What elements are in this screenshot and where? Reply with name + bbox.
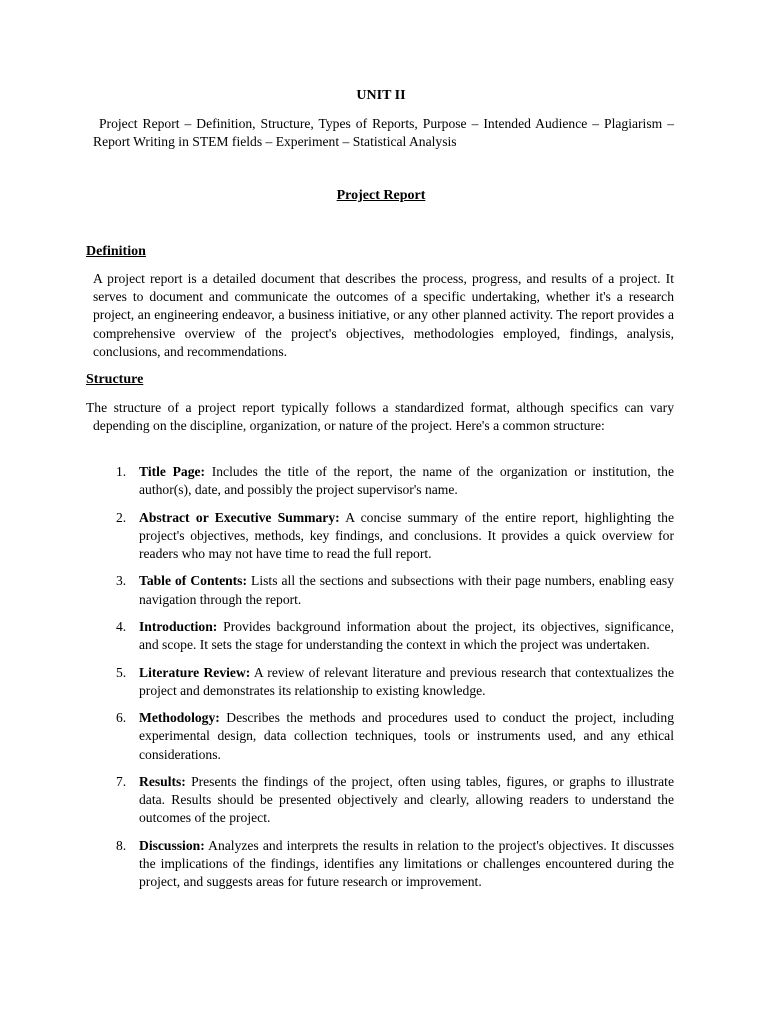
list-item xyxy=(0,463,768,499)
list-item-term: Table of Contents: xyxy=(139,573,248,589)
list-item-text: Includes the title of the report, the name of the organization or institution, the author(s), date, and possibly the project supervisor's name. xyxy=(139,464,675,498)
list-item xyxy=(0,618,768,654)
list-item-number: 7. xyxy=(116,773,127,789)
structure-list xyxy=(0,463,768,901)
list-item-number: 3. xyxy=(116,573,127,589)
list-item-text: Presents the findings of the project, often using tables, figures, or graphs to illustrate data. Results should be presented objectively and clearly, allowing readers to understand the outcomes of the project. xyxy=(139,773,674,826)
structure-intro-paragraph: The structure of a project report typically follows a standardized format, although specifics can vary depending on the discipline, organization, or nature of the project. Here's a common structure: xyxy=(86,400,674,434)
list-item xyxy=(0,837,768,892)
list-item-number: 5. xyxy=(116,664,127,680)
list-item-number: 4. xyxy=(116,618,127,634)
list-item-term: Discussion: xyxy=(139,837,205,853)
list-item-text: Describes the methods and procedures used to conduct the project, including experimental design, data collection techniques, tools or instruments used, and any ethical considerations. xyxy=(139,710,674,762)
definition-paragraph: A project report is a detailed document that describes the process, progress, and results of a project. It serves to document and communicate the outcomes of a specific undertaking, whether it's a research project, an engineering endeavor, a business initiative, or any other planned activity. The report provides a comprehensive overview of the project's objectives, methodologies employed, findings, analysis, conclusions, and recommendations. xyxy=(93,271,674,359)
list-item-text: Analyzes and interprets the results in relation to the project's objectives. It discusses the implications of the findings, identifies any limitations or challenges encountered during the project, and suggests areas for future research or improvement. xyxy=(139,837,674,890)
list-item xyxy=(0,509,768,564)
list-item xyxy=(0,709,768,764)
list-item-number: 2. xyxy=(116,509,127,525)
list-item xyxy=(0,773,768,828)
list-item-term: Literature Review: xyxy=(139,664,251,680)
unit-topics: Project Report – Definition, Structure, Types of Reports, Purpose – Intended Audience – Plagiarism – Report Writing in STEM fields – Experiment – Statistical Analysis xyxy=(93,116,674,150)
list-item-text: A review of relevant literature and previous research that contextualizes the project and demonstrates its relationship to existing knowledge. xyxy=(139,664,674,698)
list-item-term: Abstract or Executive Summary: xyxy=(139,509,340,525)
list-item-number: 6. xyxy=(116,710,127,726)
structure-heading: Structure xyxy=(86,372,144,387)
unit-title: UNIT II xyxy=(356,88,406,103)
definition-heading: Definition xyxy=(86,244,146,259)
list-item-text: Lists all the sections and subsections with their page numbers, enabling easy navigation through the report. xyxy=(139,573,675,607)
list-item-term: Introduction: xyxy=(139,618,218,634)
report-heading: Project Report xyxy=(336,188,426,203)
list-item-text: Provides background information about the project, its objectives, significance, and scope. It sets the stage for understanding the context in which the project was undertaken. xyxy=(139,618,674,653)
list-item-text: A concise summary of the entire report, highlighting the project's objectives, methods, key findings, and conclusions. It provides a quick overview for readers who may not have time to read the full report. xyxy=(139,509,674,561)
list-item-term: Results: xyxy=(139,773,186,789)
list-item-term: Methodology: xyxy=(139,710,220,726)
list-item xyxy=(0,664,768,700)
list-item xyxy=(0,572,768,608)
list-item-term: Title Page: xyxy=(139,464,206,479)
list-item-number: 1. xyxy=(116,464,127,479)
list-item-number: 8. xyxy=(116,837,127,853)
